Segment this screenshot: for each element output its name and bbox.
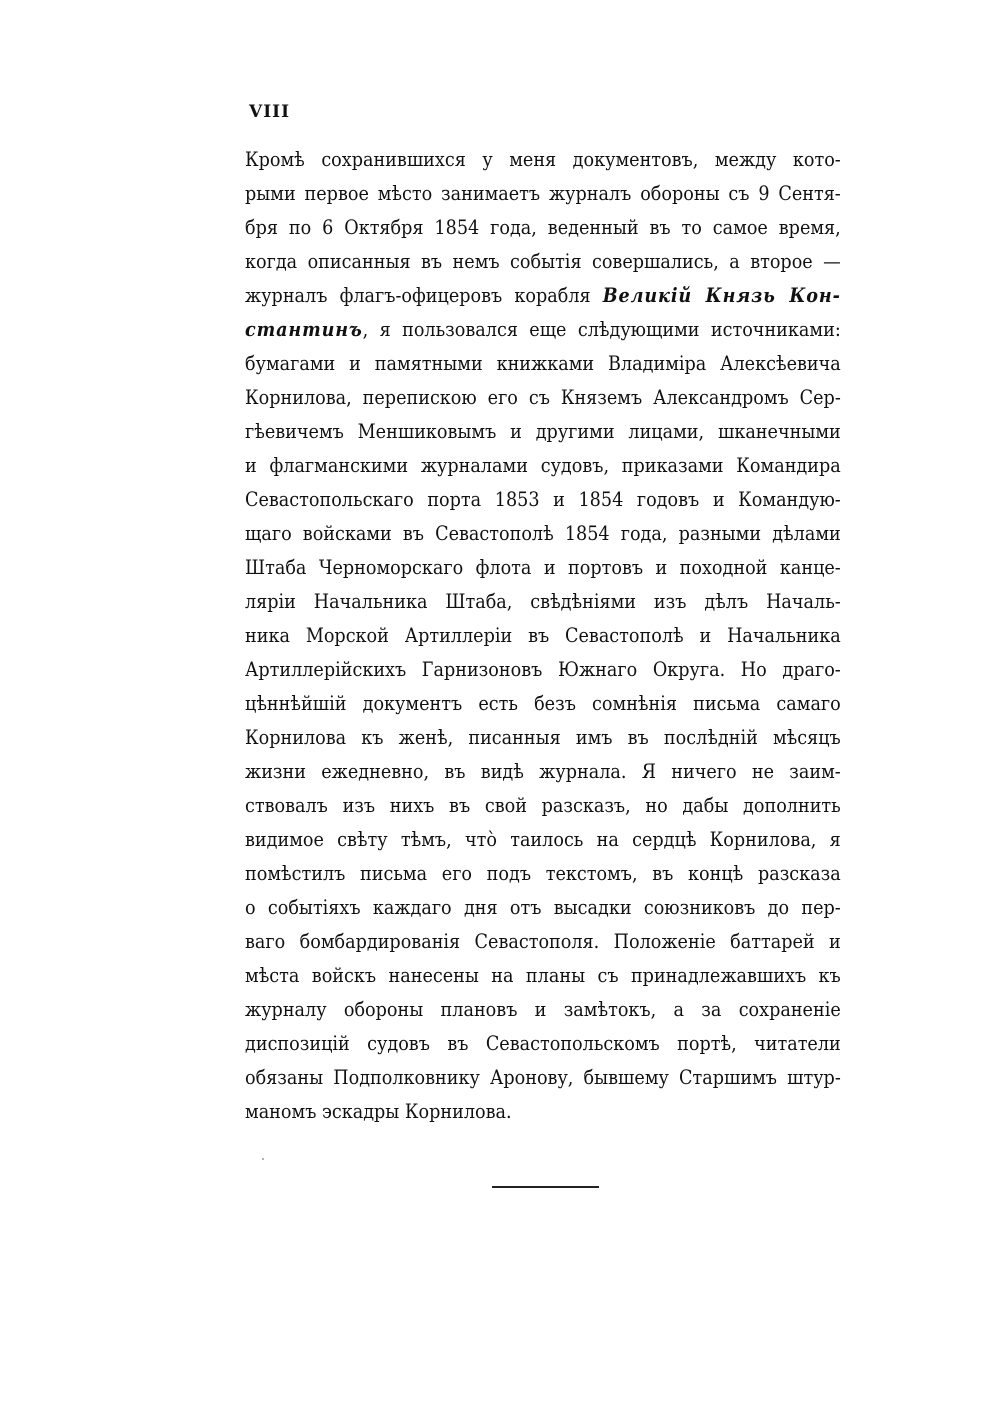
print-speck [262, 1158, 264, 1160]
text-line: ника Морской Артиллеріи въ Севастополѣ и Начальника [245, 623, 841, 647]
text-line: о событіяхъ каждаго дня отъ высадки союзниковъ до пер- [245, 895, 841, 919]
text-line: ствовалъ изъ нихъ въ свой разсказъ, но дабы дополнить [245, 793, 841, 817]
text-line: видимое свѣту тѣмъ, что̀ таилось на сердцѣ Корнилова, я [245, 827, 841, 851]
text-line: журналу обороны плановъ и замѣтокъ, а за сохраненіе [245, 997, 841, 1021]
text-line: мѣста войскъ нанесены на планы съ принадлежавшихъ къ [245, 963, 841, 987]
closing-rule [492, 1186, 599, 1188]
text-line: Кромѣ сохранившихся у меня документовъ, между кото- [245, 147, 841, 171]
text-line: гѣевичемъ Меншиковымъ и другими лицами, шканечными [245, 419, 841, 443]
text-line: рыми первое мѣсто занимаетъ журналъ обороны съ 9 Сентя- [245, 181, 841, 205]
text-line: ваго бомбардированія Севастополя. Положеніе баттарей и [245, 929, 841, 953]
text-line: Корнилова, перепискою его съ Княземъ Александромъ Сер- [245, 385, 841, 409]
text-line: бумагами и памятными книжками Владиміра Алексѣевича [245, 351, 841, 375]
text-line: диспозицій судовъ въ Севастопольскомъ портѣ, читатели [245, 1031, 841, 1055]
text-line: Артиллерійскихъ Гарнизоновъ Южнаго Округа. Но драго- [245, 657, 841, 681]
text-line: цѣннѣйшій документъ есть безъ сомнѣнія письма самаго [245, 691, 841, 715]
text-span: , я пользовался еще слѣдующими источниками: [362, 317, 841, 341]
text-line [245, 312, 841, 346]
page-number: VIII [249, 102, 291, 122]
text-line: ляріи Начальника Штаба, свѣдѣніями изъ дѣлъ Началь- [245, 589, 841, 613]
text-line: Штаба Черноморскаго флота и портовъ и походной канце- [245, 555, 841, 579]
text-line: бря по 6 Октября 1854 года, веденный въ то самое время, [245, 215, 841, 239]
text-line [245, 278, 841, 312]
italic-ship-name: Великій Князь Кон- [602, 283, 841, 307]
italic-ship-name: стантинъ [245, 317, 363, 341]
text-line: жизни ежедневно, въ видѣ журнала. Я ничего не заим- [245, 759, 841, 783]
text-line: Севастопольскаго порта 1853 и 1854 годовъ и Командую- [245, 487, 841, 511]
text-line: и флагманскими журналами судовъ, приказами Командира [245, 453, 841, 477]
text-line: Корнилова къ женѣ, писанныя имъ въ послѣдній мѣсяцъ [245, 725, 841, 749]
text-span: журналъ флагъ-офицеровъ корабля [245, 283, 603, 307]
text-line: когда описанныя въ немъ событія совершались, а второе — [245, 249, 841, 273]
text-line: помѣстилъ письма его подъ текстомъ, въ концѣ разсказа [245, 861, 841, 885]
text-line: обязаны Подполковнику Аронову, бывшему Старшимъ штур- [245, 1065, 841, 1089]
text-line: щаго войсками въ Севастополѣ 1854 года, разными дѣлами [245, 521, 841, 545]
text-line: маномъ эскадры Корнилова. [245, 1099, 512, 1123]
